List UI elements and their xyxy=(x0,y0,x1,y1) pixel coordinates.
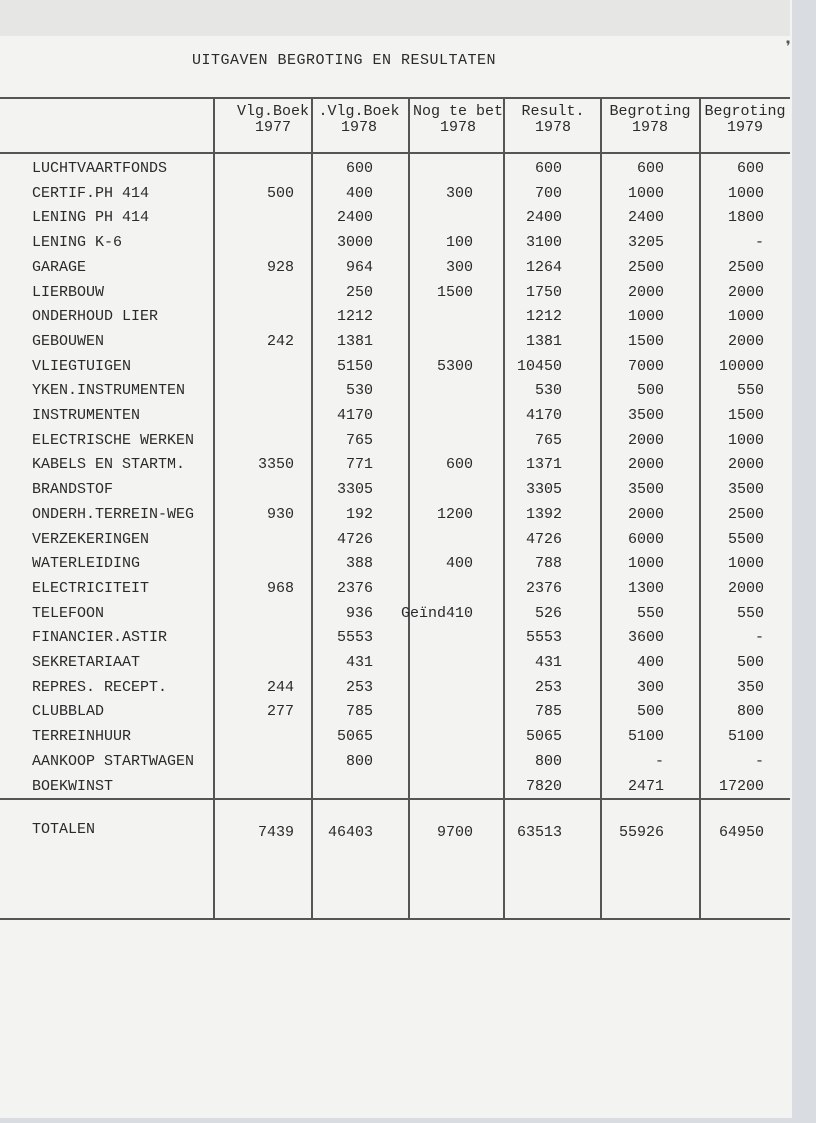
column-header xyxy=(700,104,790,136)
row-value: 2000 xyxy=(627,283,664,301)
totals-value: 7439 xyxy=(257,824,294,841)
row-value: 1800 xyxy=(727,209,764,227)
row-value: 1200 xyxy=(436,505,473,523)
row-label: ONDERH.TERREIN-WEG xyxy=(32,505,195,523)
row-value: 2000 xyxy=(727,283,764,301)
row-label: REPRES. RECEPT. xyxy=(32,678,168,696)
row-value: 785 xyxy=(534,703,562,721)
row-value: - xyxy=(754,752,764,770)
totals-value: 63513 xyxy=(516,824,562,841)
row-value: 1371 xyxy=(525,456,562,474)
row-value: 4726 xyxy=(336,530,373,548)
row-value: 242 xyxy=(266,332,294,350)
row-value: 1000 xyxy=(727,555,764,573)
row-value: 2500 xyxy=(727,258,764,276)
row-label: LIERBOUW xyxy=(32,283,105,301)
header-bottom-rule xyxy=(0,152,790,154)
row-value: 500 xyxy=(736,654,764,671)
row-value: 1000 xyxy=(627,555,664,573)
column-header-name: Nog te bet xyxy=(412,103,503,120)
row-value: 936 xyxy=(345,604,373,622)
totals-value: 46403 xyxy=(327,824,373,841)
row-value: 1381 xyxy=(336,332,373,350)
row-value: 968 xyxy=(266,579,294,597)
row-value: 530 xyxy=(345,382,373,400)
row-label: ELECTRISCHE WERKEN xyxy=(32,431,195,449)
row-value: 500 xyxy=(636,703,664,721)
column-header-name: Begroting xyxy=(609,103,691,120)
scan-top-band xyxy=(0,0,790,36)
row-value: 2376 xyxy=(525,579,562,597)
row-value: 1000 xyxy=(627,308,664,326)
row-value: 3600 xyxy=(627,629,664,647)
row-value: 5553 xyxy=(525,629,562,647)
scan-mark: ❜ xyxy=(782,39,795,62)
row-value: 5065 xyxy=(525,728,562,746)
row-value: 765 xyxy=(534,431,562,449)
row-label: SEKRETARIAAT xyxy=(32,654,141,671)
row-value: 277 xyxy=(266,703,294,721)
row-value: 788 xyxy=(534,555,562,573)
row-value: 2376 xyxy=(336,579,373,597)
row-value: 2000 xyxy=(627,505,664,523)
column-header-year: 1979 xyxy=(726,119,763,136)
row-value: 3305 xyxy=(525,481,562,499)
row-value: 600 xyxy=(534,160,562,177)
row-value: 1392 xyxy=(525,505,562,523)
row-value: 600 xyxy=(445,456,473,474)
row-label: GARAGE xyxy=(32,258,87,276)
row-value: 17200 xyxy=(718,777,764,795)
row-value: 550 xyxy=(736,604,764,622)
row-label: VLIEGTUIGEN xyxy=(32,357,132,375)
row-value: 3350 xyxy=(257,456,294,474)
row-value: 192 xyxy=(345,505,373,523)
row-value: 3500 xyxy=(627,407,664,424)
row-value: 1000 xyxy=(727,431,764,449)
row-value: 5150 xyxy=(336,357,373,375)
row-value: 6000 xyxy=(627,530,664,548)
column-header-name: .Vlg.Boek xyxy=(318,103,400,120)
row-value: 10000 xyxy=(718,357,764,375)
row-value: 500 xyxy=(636,382,664,400)
row-label: FINANCIER.ASTIR xyxy=(32,629,168,647)
row-value: - xyxy=(754,629,764,647)
row-value: 4726 xyxy=(525,530,562,548)
row-value: 785 xyxy=(345,703,373,721)
row-value: 3000 xyxy=(336,234,373,252)
column-header-year: 1978 xyxy=(340,119,377,136)
totals-value: 64950 xyxy=(718,824,764,841)
row-value: 550 xyxy=(736,382,764,400)
row-value: 400 xyxy=(636,654,664,671)
row-label: WATERLEIDING xyxy=(32,555,141,573)
row-value: 400 xyxy=(445,555,473,573)
column-header xyxy=(410,104,506,136)
row-value: 700 xyxy=(534,184,562,202)
row-value: 2000 xyxy=(627,456,664,474)
column-header xyxy=(505,104,601,136)
row-value: 388 xyxy=(345,555,373,573)
row-value: 2000 xyxy=(727,332,764,350)
row-label: AANKOOP STARTWAGEN xyxy=(32,752,195,770)
row-value: 1264 xyxy=(525,258,562,276)
row-value: 5553 xyxy=(336,629,373,647)
row-value: 771 xyxy=(345,456,373,474)
row-value: 928 xyxy=(266,258,294,276)
row-value: 350 xyxy=(736,678,764,696)
row-value: 1300 xyxy=(627,579,664,597)
row-value: 431 xyxy=(534,654,562,671)
row-value: 250 xyxy=(345,283,373,301)
row-value: 765 xyxy=(345,431,373,449)
row-label: ELECTRICITEIT xyxy=(32,579,150,597)
row-label: INSTRUMENTEN xyxy=(32,407,141,424)
totals-value: 55926 xyxy=(618,824,664,841)
body-bottom-rule xyxy=(0,798,790,800)
row-value: 3500 xyxy=(727,481,764,499)
row-value: 2400 xyxy=(627,209,664,227)
row-value: 2471 xyxy=(627,777,664,795)
row-value: 5100 xyxy=(627,728,664,746)
row-value: 3500 xyxy=(627,481,664,499)
row-label: BOEKWINST xyxy=(32,777,114,795)
row-value: 500 xyxy=(266,184,294,202)
row-value: 2000 xyxy=(727,456,764,474)
row-value: 1000 xyxy=(627,184,664,202)
column-header-year: 1978 xyxy=(534,119,571,136)
row-value: 1500 xyxy=(436,283,473,301)
row-value: 2500 xyxy=(727,505,764,523)
row-value: 1750 xyxy=(525,283,562,301)
row-label: TELEFOON xyxy=(32,604,105,622)
row-value: 1000 xyxy=(727,184,764,202)
row-label: ONDERHOUD LIER xyxy=(32,308,159,326)
column-header xyxy=(602,104,698,136)
row-value: 7000 xyxy=(627,357,664,375)
row-value: 1500 xyxy=(627,332,664,350)
table-top-rule xyxy=(0,97,790,99)
row-value: 253 xyxy=(345,678,373,696)
row-value: 800 xyxy=(345,752,373,770)
row-label: LENING K-6 xyxy=(32,234,123,252)
row-value: 300 xyxy=(445,184,473,202)
row-value: 300 xyxy=(636,678,664,696)
column-header-year: 1978 xyxy=(631,119,668,136)
row-label: VERZEKERINGEN xyxy=(32,530,150,548)
row-value: 1000 xyxy=(727,308,764,326)
row-label: GEBOUWEN xyxy=(32,332,105,350)
totals-value: 9700 xyxy=(436,824,473,841)
row-value: 10450 xyxy=(516,357,562,375)
row-value: 964 xyxy=(345,258,373,276)
row-value: 800 xyxy=(736,703,764,721)
row-value: 2400 xyxy=(525,209,562,227)
row-value: 4170 xyxy=(336,407,373,424)
column-header xyxy=(310,104,408,136)
row-value: 244 xyxy=(266,678,294,696)
row-label: LENING PH 414 xyxy=(32,209,150,227)
row-label: KABELS EN STARTM. xyxy=(32,456,186,474)
row-value: 550 xyxy=(636,604,664,622)
row-value: 2500 xyxy=(627,258,664,276)
row-value: 3205 xyxy=(627,234,664,252)
row-value: 5100 xyxy=(727,728,764,746)
row-value: 3305 xyxy=(336,481,373,499)
row-value: - xyxy=(754,234,764,252)
row-value: 600 xyxy=(345,160,373,177)
row-value: 800 xyxy=(534,752,562,770)
column-header-name: Begroting xyxy=(704,104,786,120)
column-header-year: 1978 xyxy=(439,119,476,136)
column-header-year: 1977 xyxy=(254,119,291,136)
column-header xyxy=(228,104,318,136)
row-value: 100 xyxy=(445,234,473,252)
row-value: 2000 xyxy=(727,579,764,597)
row-value: 1381 xyxy=(525,332,562,350)
row-value: 1212 xyxy=(336,308,373,326)
row-value: 253 xyxy=(534,678,562,696)
row-value: 526 xyxy=(534,604,562,622)
row-label: CERTIF.PH 414 xyxy=(32,184,150,202)
row-label: LUCHTVAARTFONDS xyxy=(32,160,168,177)
row-value: 530 xyxy=(534,382,562,400)
row-value: 3100 xyxy=(525,234,562,252)
row-value: 600 xyxy=(636,160,664,177)
row-value: 431 xyxy=(345,654,373,671)
row-value: 5300 xyxy=(436,357,473,375)
row-value: 7820 xyxy=(525,777,562,795)
row-value: 600 xyxy=(736,160,764,177)
row-value: 5065 xyxy=(336,728,373,746)
row-value: 400 xyxy=(345,184,373,202)
totals-label: TOTALEN xyxy=(32,821,96,838)
row-value: 5500 xyxy=(727,530,764,548)
row-value: 300 xyxy=(445,258,473,276)
row-value: - xyxy=(654,752,664,770)
row-value: Geïnd410 xyxy=(400,604,473,622)
row-value: 4170 xyxy=(525,407,562,424)
row-label: YKEN.INSTRUMENTEN xyxy=(32,382,186,400)
row-label: BRANDSTOF xyxy=(32,481,114,499)
row-value: 2400 xyxy=(336,209,373,227)
row-value: 1212 xyxy=(525,308,562,326)
table-bottom-rule xyxy=(0,918,790,920)
row-value: 2000 xyxy=(627,431,664,449)
row-label: CLUBBLAD xyxy=(32,703,105,721)
column-header-name: Result. xyxy=(521,103,585,120)
column-header-name: Vlg.Boek xyxy=(236,103,309,120)
row-label: TERREINHUUR xyxy=(32,728,132,746)
page-title: UITGAVEN BEGROTING EN RESULTATEN xyxy=(192,52,497,69)
row-value: 1500 xyxy=(727,407,764,424)
row-value: 930 xyxy=(266,505,294,523)
